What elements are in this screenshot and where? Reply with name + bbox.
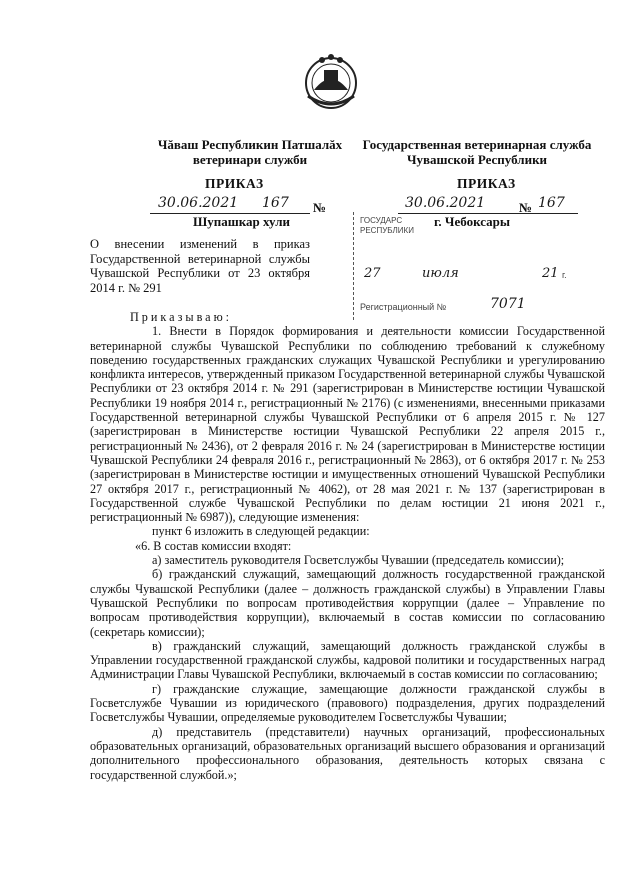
left-number-sign: № bbox=[313, 200, 327, 215]
right-number: 167 bbox=[538, 195, 565, 211]
stamp-line2: РЕСПУБЛИКИ bbox=[360, 226, 414, 235]
right-number-sign: № bbox=[519, 200, 533, 215]
paragraph-1: 1. Внести в Порядок формирования и деятельности комиссии Государственной ветеринарной службы Чувашской Республики по соблюдению требований к служебному поведению государственных гражданских служащих Чувашской Республики и урегулированию конфликта интересов, утвержденный приказом Государственной ветеринарной службы Чувашской Республики от 23 октября 2014 г. № 291 (зарегистрирован в Министерстве юстиции Чувашской Республики 19 ноября 2014 г., регистрационный № 2176) (с изменениями, внесенными приказами Государственной ветеринарной службы Чувашской Республики от 6 апреля 2015 г. № 127 (зарегистрирован в Министерстве юстиции Чувашской Республики 22 апреля 2015 г., регистрационный № 2436), от 2 февраля 2016 г. № 24 (зарегистрирован в Министерстве юстиции Чувашской Республики 24 февраля 2016 г., регистрационный № 2863), от 6 октября 2017 г. № 253 (зарегистрирован в Министерстве юстиции и имущественных отношений Чувашской Республики 27 октября 2017 г., регистрационный № 4062), от 28 мая 2021 г. № 137 (зарегистрирован в Государственной службе Чувашской Республики по делам юстиции 21 июня 2021 г., регистрационный № 6987)), следующие изменения: bbox=[90, 324, 605, 525]
stamp-year-mark: г. bbox=[562, 270, 567, 280]
item-b: б) гражданский служащий, замещающий должность государственной гражданской службы Чувашской Республики (далее – должность гражданской службы) в Управлении Главы Чувашской Республики по вопросам противодействия коррупции (далее – Управление по вопросам противодействия коррупции), включаемый в состав комиссии по согласованию (секретарь комиссии); bbox=[90, 567, 605, 639]
left-org-name: Чăваш Республикин Патшалăх ветеринари служби bbox=[157, 137, 343, 167]
order-body bbox=[90, 310, 605, 782]
left-order-title: ПРИКАЗ bbox=[205, 176, 264, 191]
stamp-day: 27 bbox=[364, 266, 381, 281]
stamp-year: 21 bbox=[542, 266, 559, 281]
paragraph-2: пункт 6 изложить в следующей редакции: bbox=[152, 524, 370, 539]
right-place: г. Чебоксары bbox=[434, 214, 511, 229]
order-word: Приказываю: bbox=[130, 310, 233, 324]
registration-stamp bbox=[353, 212, 584, 320]
right-order-title: ПРИКАЗ bbox=[457, 176, 516, 191]
left-number: 167 bbox=[262, 195, 289, 211]
left-place: Шупашкар хули bbox=[193, 214, 290, 229]
paragraph-3: «6. В состав комиссии входят: bbox=[135, 538, 292, 553]
right-org-name: Государственная ветеринарная служба Чувашской Республики bbox=[362, 137, 592, 167]
emblem-icon bbox=[300, 50, 362, 112]
item-g: г) гражданские служащие, замещающие должности гражданской службы в Госветслужбе Чувашии из юридического (правового) подразделения, других подразделений Госветслужбы Чувашии, определяемые руководителем Госветслужбы Чувашии; bbox=[90, 681, 605, 725]
right-date: 30.06.2021 bbox=[405, 195, 486, 211]
item-v: в) гражданский служащий, замещающий должность гражданской службы в Управлении государственной гражданской службы, кадровой политики и государственных наград Администрации Главы Чувашской Республики, включаемый в состав комиссии по согласованию; bbox=[90, 638, 605, 682]
stamp-line1: ГОСУДАРС bbox=[360, 216, 403, 225]
stamp-month: июля bbox=[422, 266, 459, 281]
left-date: 30.06.2021 bbox=[158, 195, 239, 211]
order-subject: О внесении изменений в приказ Государственной ветеринарной службы Чувашской Республики от 23 октября 2014 г. № 291 bbox=[90, 237, 310, 295]
stamp-reg-label: Регистрационный № bbox=[360, 302, 447, 312]
item-a: а) заместитель руководителя Госветслужбы Чувашии (председатель комиссии); bbox=[152, 553, 565, 568]
stamp-reg-number: 7071 bbox=[490, 296, 526, 312]
item-d: д) представитель (представители) научных организаций, профессиональных образовательных организаций, образовательных организаций высшего образования и организаций дополнительного профессионального образования, деятельность которых связана с государственной службой.»; bbox=[90, 724, 605, 782]
